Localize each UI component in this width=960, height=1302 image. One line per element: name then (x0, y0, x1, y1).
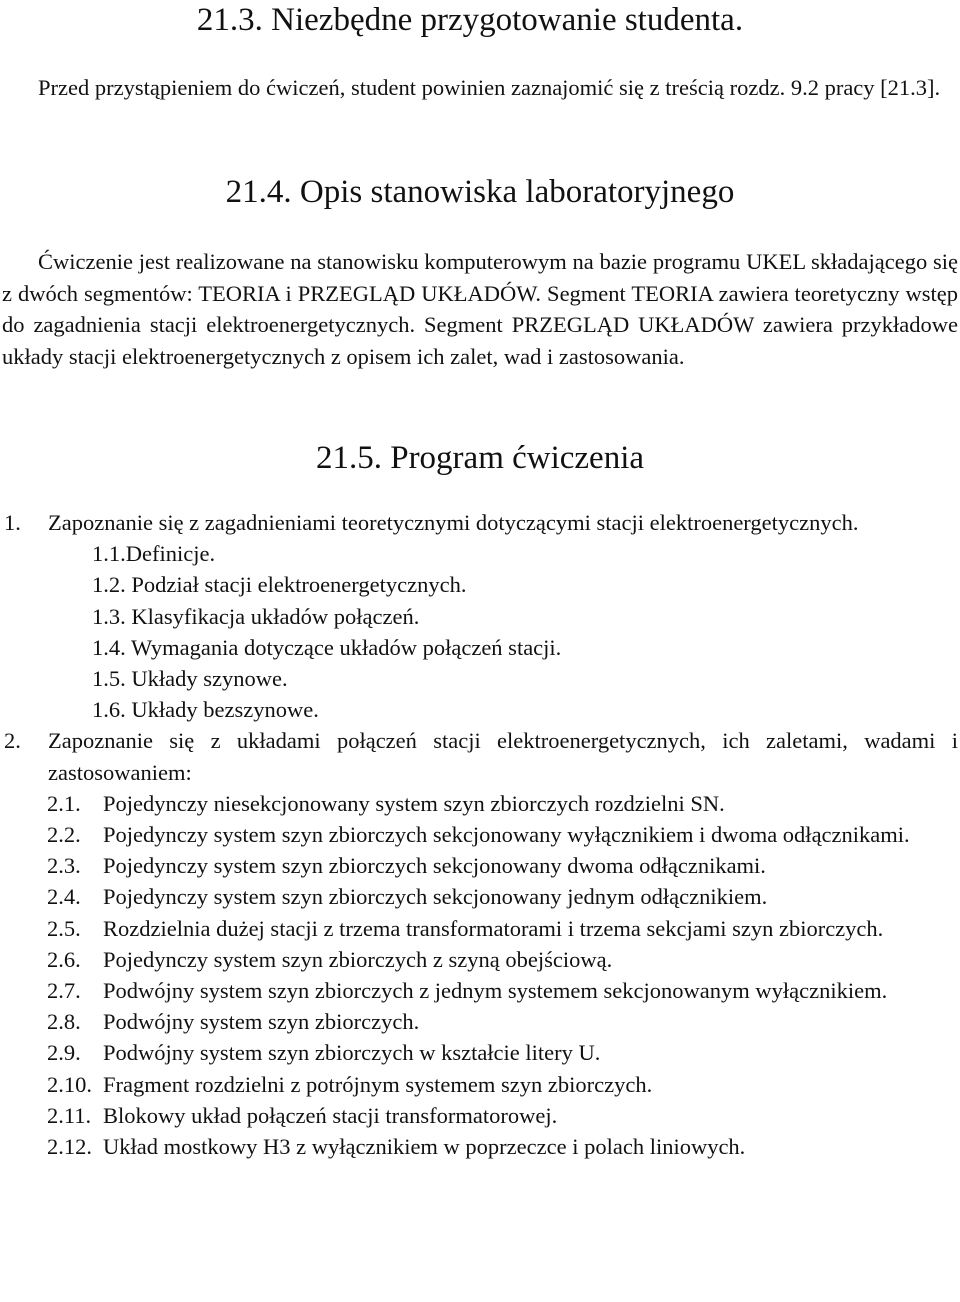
subitem-number: 2.11. (47, 1102, 92, 1128)
subitem-text: 1.6. Układy bezszynowe. (92, 697, 319, 723)
subitem-text: Podwójny system szyn zbiorczych w kształcie litery U. (103, 1040, 601, 1066)
program-subitem-2-11 (0, 1100, 960, 1131)
section-heading-21-4: 21.4. Opis stanowiska laboratoryjnego (225, 174, 735, 210)
subitem-text: Pojedynczy system szyn zbiorczych sekcjonowany wyłącznikiem i dwoma odłącznikami. (103, 822, 910, 848)
program-subitem-1-5 (0, 663, 960, 694)
program-subitem-2-10 (0, 1069, 960, 1100)
program-subitem-1-2 (0, 569, 960, 600)
program-subitem-2-3 (0, 850, 960, 881)
program-subitem-2-2 (0, 819, 960, 850)
program-subitem-2-5 (0, 913, 960, 944)
item-number: 1. (4, 510, 21, 535)
program-subitem-1-6 (0, 694, 960, 725)
program-list (0, 507, 960, 1162)
program-subitem-1-1 (0, 538, 960, 569)
program-subitem-2-8 (0, 1006, 960, 1037)
program-item-2 (0, 725, 960, 787)
subitem-text: Pojedynczy niesekcjonowany system szyn zbiorczych rozdzielni SN. (103, 790, 725, 816)
subitem-text: 1.1.Definicje. (92, 541, 216, 567)
subitem-text: Pojedynczy system szyn zbiorczych sekcjonowany dwoma odłącznikami. (103, 853, 766, 879)
program-subitem-2-6 (0, 944, 960, 975)
item-number: 2. (4, 728, 21, 754)
program-subitem-2-9 (0, 1037, 960, 1068)
section-heading-21-3: 21.3. Niezbędne przygotowanie studenta. (196, 2, 744, 38)
subitem-text: Blokowy układ połączeń stacji transformatorowej. (103, 1102, 558, 1128)
item-text: Zapoznanie się z układami połączeń stacji elektroenergetycznych, ich zaletami, wadami i zastosowaniem: (48, 728, 958, 785)
subitem-number: 2.12. (47, 1134, 92, 1160)
subitem-number: 2.10. (47, 1071, 92, 1097)
program-subitem-2-4 (0, 881, 960, 912)
subitem-text: 1.3. Klasyfikacja układów połączeń. (92, 603, 420, 629)
subitem-number: 2.5. (47, 915, 81, 941)
subitem-number: 2.2. (47, 822, 81, 848)
subitem-number: 2.4. (47, 884, 81, 910)
subitem-text: 1.5. Układy szynowe. (92, 666, 288, 692)
subitem-text: Podwójny system szyn zbiorczych z jednym systemem sekcjonowanym wyłącznikiem. (103, 978, 888, 1004)
program-subitem-1-3 (0, 601, 960, 632)
subitem-text: Fragment rozdzielni z potrójnym systemem szyn zbiorczych. (103, 1071, 653, 1097)
program-subitem-1-4 (0, 632, 960, 663)
subitem-text: Układ mostkowy H3 z wyłącznikiem w poprzeczce i polach liniowych. (103, 1134, 746, 1160)
subitem-number: 2.3. (47, 853, 81, 879)
subitem-text: 1.2. Podział stacji elektroenergetycznych. (92, 572, 467, 598)
paragraph-text: Ćwiczenie jest realizowane na stanowisku komputerowym na bazie programu UKEL składającego się z dwóch segmentów: TEORIA i PRZEGLĄD UKŁADÓW. Segment TEORIA zawiera teoretyczny wstęp do zagadnienia stacji elektroenergetycznych. Segment PRZEGLĄD UKŁADÓW zawiera przykładowe układy stacji elektroenergetycznych z opisem ich zalet, wad i zastosowania. (2, 249, 958, 369)
subitem-number: 2.7. (47, 978, 81, 1004)
subitem-text: Podwójny system szyn zbiorczych. (103, 1009, 420, 1035)
paragraph-text: Przed przystąpieniem do ćwiczeń, student powinien zaznajomić się z treścią rozdz. 9.2 pracy [21.3]. (38, 75, 941, 100)
section-21-3-paragraph (2, 72, 958, 104)
subitem-number: 2.6. (47, 946, 81, 972)
section-21-4-paragraph (2, 246, 958, 372)
program-subitem-2-12 (0, 1131, 960, 1162)
subitem-text: Pojedynczy system szyn zbiorczych z szyną obejściową. (103, 946, 613, 972)
program-subitem-2-1 (0, 788, 960, 819)
subitem-number: 2.1. (47, 790, 81, 816)
section-heading-21-5: 21.5. Program ćwiczenia (315, 440, 645, 476)
subitem-number: 2.8. (47, 1009, 81, 1035)
subitem-text: Pojedynczy system szyn zbiorczych sekcjonowany jednym odłącznikiem. (103, 884, 768, 910)
subitem-text: 1.4. Wymagania dotyczące układów połączeń stacji. (92, 634, 562, 660)
program-subitem-2-7 (0, 975, 960, 1006)
program-item-1 (0, 507, 960, 538)
subitem-text: Rozdzielnia dużej stacji z trzema transformatorami i trzema sekcjami szyn zbiorczych. (103, 915, 884, 941)
subitem-number: 2.9. (47, 1040, 81, 1066)
item-text: Zapoznanie się z zagadnieniami teoretycznymi dotyczącymi stacji elektroenergetycznych. (48, 510, 859, 535)
